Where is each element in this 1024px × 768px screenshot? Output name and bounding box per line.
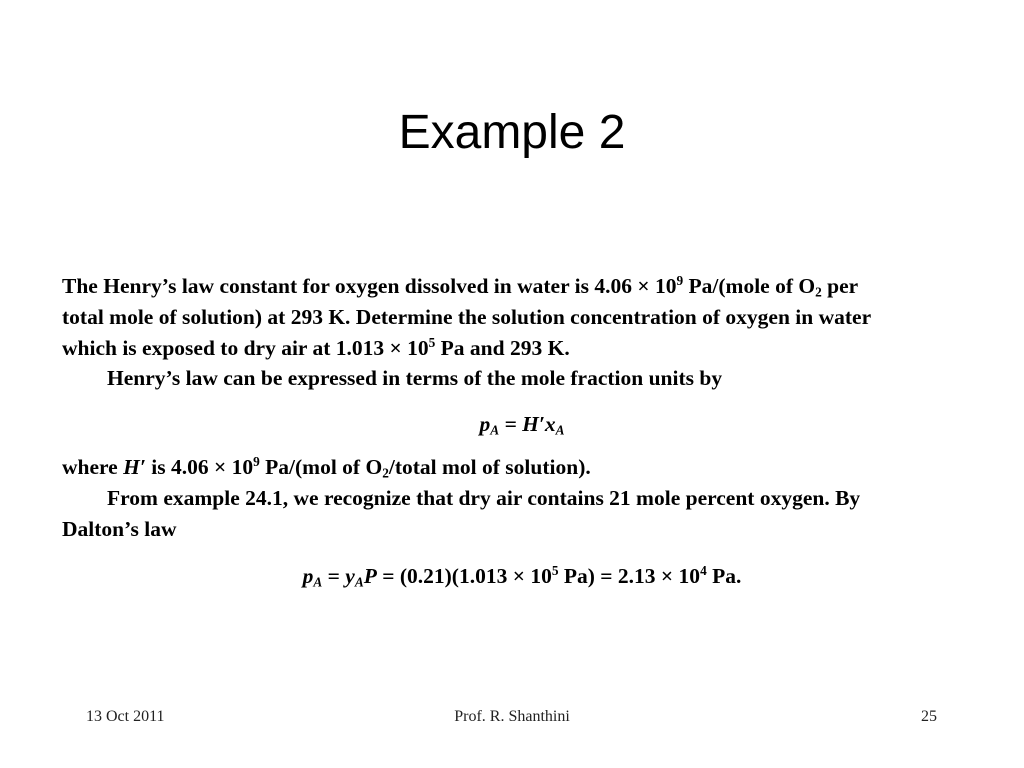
slide-title: Example 2 [398,106,626,159]
footer-author: Prof. R. Shanthini [454,708,570,725]
equation-henry-law: $p_A = H'x_A$ [479,412,565,438]
problem-line-3: which is exposed to dry air at $1.013 \times 10^5$ Pa and 293 K. [62,334,570,360]
footer-page-number: 25 [921,708,937,725]
problem-line-1: The Henry’s law constant for oxygen dissolved in water is $4.06 \times 10^9$ Pa/(mole of $O_2$ per [62,272,859,300]
solution-line-dalton: Dalton’s law [62,517,177,541]
solution-line-where: where H′ is $4.06 \times 10^9$ Pa/(mol of $O_2$/total mol of solution). [62,453,591,481]
equation-dalton-law: $p_A = y_AP = (0.21)(1.013 \times 10^5$ $Pa) = 2.13 \times 10^4$ Pa. [302,562,742,590]
solution-line-henry: Henry’s law can be expressed in terms of the mole fraction units by [107,366,723,390]
problem-line-2: total mole of solution) at 293 K. Determine the solution concentration of oxygen in water [62,305,872,329]
solution-line-dry-air: From example 24.1, we recognize that dry air contains 21 mole percent oxygen. By [107,486,861,510]
footer-date: 13 Oct 2011 [86,708,165,725]
scanned-example-text [62,272,982,602]
